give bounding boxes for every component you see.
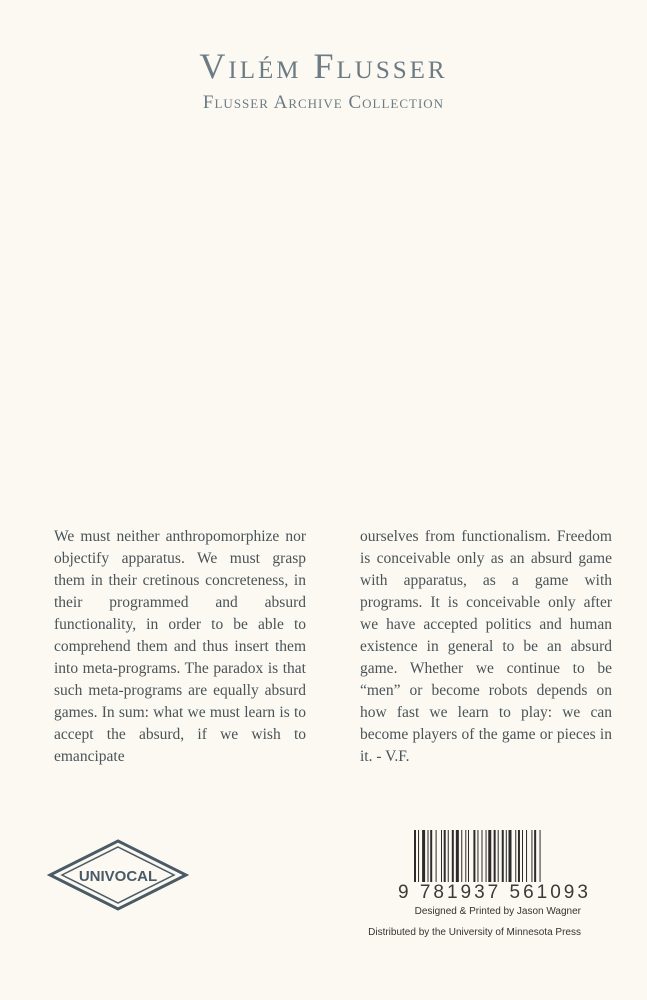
back-cover-quote [54, 526, 612, 768]
isbn-barcode-block [392, 830, 592, 904]
distribution-credit: Distributed by the University of Minnesota Press [368, 927, 581, 938]
quote-column-right: ourselves from functionalism. Freedom is conceivable only as an absurd game with apparatus, as a game with programs. It is conceivable only after we have accepted politics and human existence in general to be an absurd game. Whether we continue to be “men” or become robots depends on how fast we learn to play: we can become players of the game or pieces in it. - V.F. [360, 528, 612, 765]
cover-header [0, 42, 647, 114]
author-name: Vilém Flusser [199, 46, 448, 86]
series-title: Flusser Archive Collection [202, 92, 445, 113]
barcode-icon [414, 830, 582, 882]
design-credit: Designed & Printed by Jason Wagner [414, 906, 581, 917]
publisher-logo-text: UNIVOCAL [78, 868, 158, 885]
univocal-logo [47, 838, 189, 912]
quote-column-left: We must neither anthropomorphize nor objectify apparatus. We must grasp them in their cretinous concreteness, in their programmed and absurd functionality, in order to be able to comprehend them and thus insert them into meta-programs. The paradox is that such meta-programs are equally absurd games. In sum: what we must learn is to accept the absurd, if we wish to emancipate [54, 528, 306, 765]
isbn-number: 9 781937 561093 [398, 882, 591, 903]
